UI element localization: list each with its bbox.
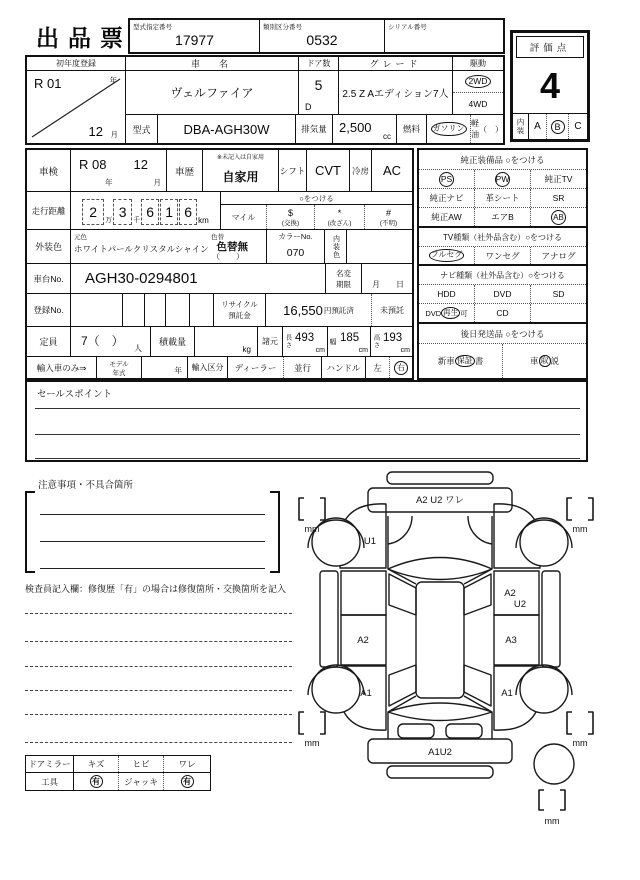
sales-line [35,434,580,435]
equipment-column [417,148,588,380]
color-change-value: 色替無 [216,241,248,253]
first-reg-cell [27,71,125,143]
airbag: エアB [475,208,531,226]
right-front-door-label-2: U2 [513,599,527,610]
vehicle-right-cols [126,57,503,143]
inspector-line [25,690,292,691]
length-unit: cm [315,347,325,354]
spare-tire [534,744,574,784]
width-cell [328,327,371,356]
height-label: 高さ [372,334,380,349]
capacity-value-cell [71,327,151,356]
length-cell [283,327,328,356]
equipment-row-1 [419,170,586,189]
rename-date-cell [362,264,412,293]
rear-left-fender-label: A1 [360,688,372,699]
right-rear-door-label: A3 [505,635,517,646]
mile-opt3-symbol: # [385,207,391,218]
exterior-label: 外装色 [27,230,71,263]
sales-point-label: セールスポイント [37,389,113,400]
manual-post: 説 [550,356,560,366]
doors-label: ドア数 [299,57,339,70]
drive-4wd: 4WD [468,98,488,109]
tv-type-section [419,228,586,266]
model-year-label-cell [97,357,142,378]
recycle-amount: 16,550 [283,302,323,318]
mile-opt-unknown [365,205,412,229]
later-shipping-section [419,324,586,378]
tread-bracket-front-left [299,498,325,520]
manual-pre: 車 [529,356,539,366]
handle-label: ハンドル [322,357,366,378]
import-division-label: 輸入区分 [188,357,228,378]
sales-line [35,458,580,459]
width-label: 幅 [329,338,337,346]
capacity-row [27,327,412,357]
jack-present-cell [164,773,210,790]
mm-label-rear-left: mm [304,738,320,748]
tools-label: 工具 [26,773,74,790]
first-reg-month: 12 [88,124,103,139]
recycle-label-cell [214,294,266,326]
dvd-playable-circled: 再生 [441,307,460,319]
width-unit: cm [358,347,368,354]
ac-value: AC [382,163,402,178]
shift-label: シフト [279,150,307,191]
width-value: 185 [340,332,360,344]
import-row [27,357,412,378]
front-left-fender-label: U1 [363,536,377,547]
navi-sd: SD [552,289,565,299]
tread-bracket-rear-left [299,712,325,734]
length-label: 長さ [284,334,292,349]
history-value: 自家用 [222,170,259,184]
shipping-header: 後日発送品 ○をつける [419,324,586,344]
mile-options [221,205,412,229]
tread-bracket-front-right [567,498,593,520]
shaken-row [27,150,412,192]
car-damage-diagram [292,468,624,878]
model-label: 型式 [126,115,158,143]
name-label: 車 名 [126,57,299,70]
mileage-row [27,192,412,230]
caution-line [40,514,265,515]
rear-right-fender-label: A1 [501,688,513,699]
color-no-value: 070 [286,247,305,259]
load-value-cell [195,327,258,356]
load-unit: kg [242,345,251,354]
color-no-cell [267,230,325,263]
model-year-label-1: モデル [109,360,129,368]
model-year-unit: 年 [174,366,182,375]
exterior-main-cell [71,230,267,263]
caution-label: 注意事項・不具合箇所 [38,480,134,491]
class-division-label: 類別区分番号 [263,24,302,31]
history-cell [203,150,279,191]
model-year-value-cell [142,357,188,378]
equipment-header: 純正装備品 ○をつける [419,150,586,170]
recycle-amount-suffix: 円預託済 [323,305,354,315]
mile-section [221,192,412,229]
model-row [126,115,503,143]
cd: CD [475,304,531,322]
odo-digit: 3 [113,199,132,225]
shift-value: CVT [307,150,350,191]
ac-label: 冷房 [350,150,372,191]
manual-circled: 取 [539,355,551,368]
rename-deadline-cell [326,264,362,293]
registration-row [27,294,412,327]
drive-2wd-cell [453,71,503,93]
jack-present-circled: 有 [181,775,194,788]
mile-opt-exchange [267,205,315,229]
model-year-label-2: 年式 [112,369,126,377]
spec-label: 諸元 [258,327,283,356]
left-front-door [341,571,386,615]
drive-cell [453,71,503,114]
vehicle-header-row [126,57,503,71]
genuine-tv: 純正TV [544,174,573,184]
import-dealer: ディーラー [228,357,284,378]
rename-label-2: 期限 [336,279,351,289]
height-value: 193 [383,332,403,344]
import-only-label: 輸入車のみ⇒ [27,357,97,378]
navi-dvd: DVD [475,285,531,303]
displacement-label: 排気量 [296,115,333,143]
color-no-label: カラーNo. [278,232,313,241]
genuine-aw: 純正AW [419,208,475,226]
sales-line [35,408,580,409]
class-division-value: 0532 [306,32,338,48]
doors-value: 5 [314,77,323,93]
interior-grade-a: A [529,114,547,139]
mm-label-rear-right: mm [572,738,588,748]
mile-opt1-symbol: $ [287,207,293,218]
tread-bracket-rear-right [567,712,593,734]
interior-color-value-cell [347,230,412,263]
height-unit: cm [400,347,410,354]
dvd-playable-cell [419,304,475,322]
tools-present-circled: 有 [90,775,103,788]
fuel-label: 燃料 [397,115,427,143]
interior-grade-b-cell [547,114,569,139]
serial-no [385,20,503,52]
displacement-cell [333,115,397,143]
model-designation-label: 型式指定番号 [133,24,172,31]
tools-present-cell [74,773,119,790]
first-reg-era: R 01 [34,76,62,91]
rear-bumper-label: A1U2 [428,747,452,758]
first-reg-month-unit: 月 [110,130,118,139]
odo-digit: 1 [160,199,178,225]
front-bumper-label: A2 U2 ワレ [415,495,465,506]
right-front-door-label-1: A2 [504,588,516,599]
page-title: 出品票 [36,25,132,51]
mile-opt2-note: (改ざん) [327,219,352,227]
tail-light-right [446,724,482,738]
scratch-label: キズ [74,756,119,772]
dvd-playable-pre: DVD [425,308,442,318]
score-box [510,30,590,142]
chassis-label: 車台No. [27,264,71,293]
ps-circled: PS [439,172,454,187]
base-color-label: 元色 [74,234,87,241]
mile-opt3-note: (不明) [379,219,398,227]
rename-month: 月 [372,280,380,289]
vehicle-value-row [126,71,503,115]
score-value: 4 [539,64,561,106]
interior-label: 内装 [516,118,525,135]
score-value-cell [513,58,587,113]
exterior-color-row [27,230,412,264]
crack-label: ヒビ [119,756,164,772]
warranty-book-cell [419,344,503,378]
chassis-value: AGH30-0294801 [71,264,326,293]
pw-circled: PW [495,172,510,187]
shaken-era: R 08 [79,157,107,172]
rear-window [388,703,492,721]
shaken-month-unit: 月 [153,178,161,187]
door-mirror-label: ドアミラー [26,756,74,772]
inspector-line [25,742,292,743]
shipping-row [419,344,586,378]
mile-circle-note: ○をつける [221,192,412,205]
interior-grade-c: C [574,121,582,132]
recycle-not-deposited: 未預託 [380,305,404,315]
interior-label-cell [513,114,529,139]
bracket-right [270,491,280,573]
left-rear-door-label: A2 [357,635,369,646]
odo-digit: 2 [82,199,104,225]
drive-label: 駆動 [470,59,486,68]
doors-sub: D [305,102,312,112]
jack-label: ジャッキ [119,773,164,790]
mile-opt2-symbol: * [337,207,342,218]
registration-value-cells [71,294,214,326]
navi-type-header: ナビ種類（社外品含む）○をつける [419,266,586,285]
recycle-label-1: リサイクル [221,300,258,309]
warranty-pre: 新車 [437,356,455,366]
inspector-line [25,613,292,614]
mile-label: マイル [221,205,267,229]
capacity-value: 7（ ） [81,334,124,348]
displacement-unit: cc [383,132,391,141]
shaken-label: 車検 [27,150,71,191]
side-windows [389,574,491,706]
rename-day: 日 [396,280,404,289]
pillar-lines [388,569,492,712]
genuine-navi: 純正ナビ [419,189,475,207]
bracket-left [25,491,35,573]
header-number-strip [128,18,505,54]
fullseg-circled: フルセグ [429,249,465,262]
score-label-cell [516,36,584,58]
interior-grade-b-circled: B [551,120,565,134]
fullseg-cell [419,247,475,264]
tread-bracket-spare [539,790,565,810]
windshield-corner-arcs [388,516,492,544]
navi-hdd: HDD [419,285,475,303]
equipment-row-3 [419,208,586,226]
leather-seat: 革シート [475,189,531,207]
height-cell [371,327,412,356]
break-label: ワレ [178,759,196,769]
manual-cell [503,344,586,378]
length-value: 493 [295,332,315,344]
windshield [388,558,492,580]
equipment-row-2 [419,189,586,208]
tools-table [25,755,211,791]
vehicle-table [25,55,505,145]
rename-label-1: 名変 [336,268,351,278]
navi-empty-cell [531,304,586,322]
base-color-value: ホワイトパールクリスタルシャイン [74,244,209,254]
odo-unit-sen: 千 [133,217,141,224]
odometer-cell [71,192,221,229]
shaken-month: 12 [133,157,148,172]
abs-cell [531,208,586,226]
displacement-value: 2,500 [339,120,372,135]
grade-label: グレード [339,57,453,70]
score-label: 評価点 [529,43,571,54]
model-value: DBA-AGH30W [158,115,296,143]
import-parallel: 並行 [284,357,322,378]
navi-row-2 [419,304,586,322]
tv-type-row [419,247,586,264]
tv-type-header: TV種類（社外品含む）○をつける [419,228,586,247]
handle-right-cell [390,357,412,378]
fuel-diesel-cell [471,115,503,143]
tail-light-left [398,724,434,738]
inspector-label: 検査員記入欄：修復歴「有」の場合は修復箇所・交換箇所を記入 [25,584,287,594]
navi-row-1 [419,285,586,304]
fuel-gasoline-circled: ガソリン [431,122,467,137]
tools-value-row [26,773,210,790]
dvd-playable-post: 可 [460,308,468,318]
inspector-line [25,714,292,715]
shaken-date-cell [71,150,167,191]
left-sill [320,571,338,667]
interior-grade-row [513,113,587,139]
caution-line [40,541,265,542]
vehicle-grade: 2.5 Z Aエディション7人 [339,71,453,114]
odo-unit-man: 万 [105,217,113,224]
model-designation-value: 17977 [175,32,214,48]
handle-right-circled: 右 [394,361,408,375]
roof-floor [416,582,464,698]
detail-table [25,148,414,380]
inspector-line [25,666,292,667]
genuine-equipment-section [419,150,586,228]
mm-label-front-right: mm [572,524,588,534]
drive-2wd-circled: 2WD [465,75,492,88]
handle-left: 左 [366,357,390,378]
color-change-label: 色替 [211,234,224,241]
oneseg: ワンセグ [475,247,531,264]
mile-opt-tampered [315,205,365,229]
fuel-cell [427,115,503,143]
fuel-parens: （ ） [479,124,503,134]
shaken-year-unit: 年 [105,178,113,187]
hood-edges [388,516,492,569]
rear-strip [387,766,493,778]
first-registration-col [27,57,126,143]
odo-km: km [198,216,209,225]
vehicle-name: ヴェルファイア [126,71,299,114]
mm-label-spare: mm [544,816,560,826]
capacity-label: 定員 [27,327,71,356]
warranty-circled: 保証 [455,355,475,368]
navi-type-section [419,266,586,324]
model-designation-no [130,20,260,52]
inspector-line [25,641,292,642]
interior-color-label: 内装色 [332,234,340,259]
history-label: 車歴 [167,150,203,191]
load-label: 積載量 [151,327,195,356]
recycle-amount-cell [266,294,372,326]
fuel-diesel: 軽油 [471,119,479,139]
registration-label: 登録No. [27,294,71,326]
serial-label: シリアル番号 [388,24,427,31]
tools-header-row [26,756,210,773]
front-strip [387,472,493,484]
first-reg-label: 初年度登録 [27,57,125,71]
analog: アナログ [541,250,576,261]
mileage-label: 走行距離 [27,192,71,229]
color-change-parens: （ ） [212,252,244,261]
ps-cell [419,170,475,188]
warranty-post: 書 [474,356,484,366]
sales-point-box [25,380,588,462]
history-note: ※未記入は自家用 [216,154,265,161]
capacity-unit: 人 [134,344,142,353]
abs-circled: AB [551,210,566,225]
caution-line [40,568,265,569]
class-division-no [260,20,385,52]
doors-cell [299,71,339,114]
mile-opt1-note: (交換) [281,219,300,227]
recycle-label-2: 預託金 [228,311,251,320]
right-sill [542,571,560,667]
chassis-row [27,264,412,294]
mm-label-front-left: mm [304,524,320,534]
odo-digit: 6 [179,199,197,225]
odo-digit: 6 [141,199,159,225]
fuel-gas-cell [427,115,471,143]
sunroof: SR [552,193,565,203]
first-reg-year-unit: 年 [109,76,117,85]
interior-color-label-cell [325,230,347,263]
pw-cell [475,170,531,188]
